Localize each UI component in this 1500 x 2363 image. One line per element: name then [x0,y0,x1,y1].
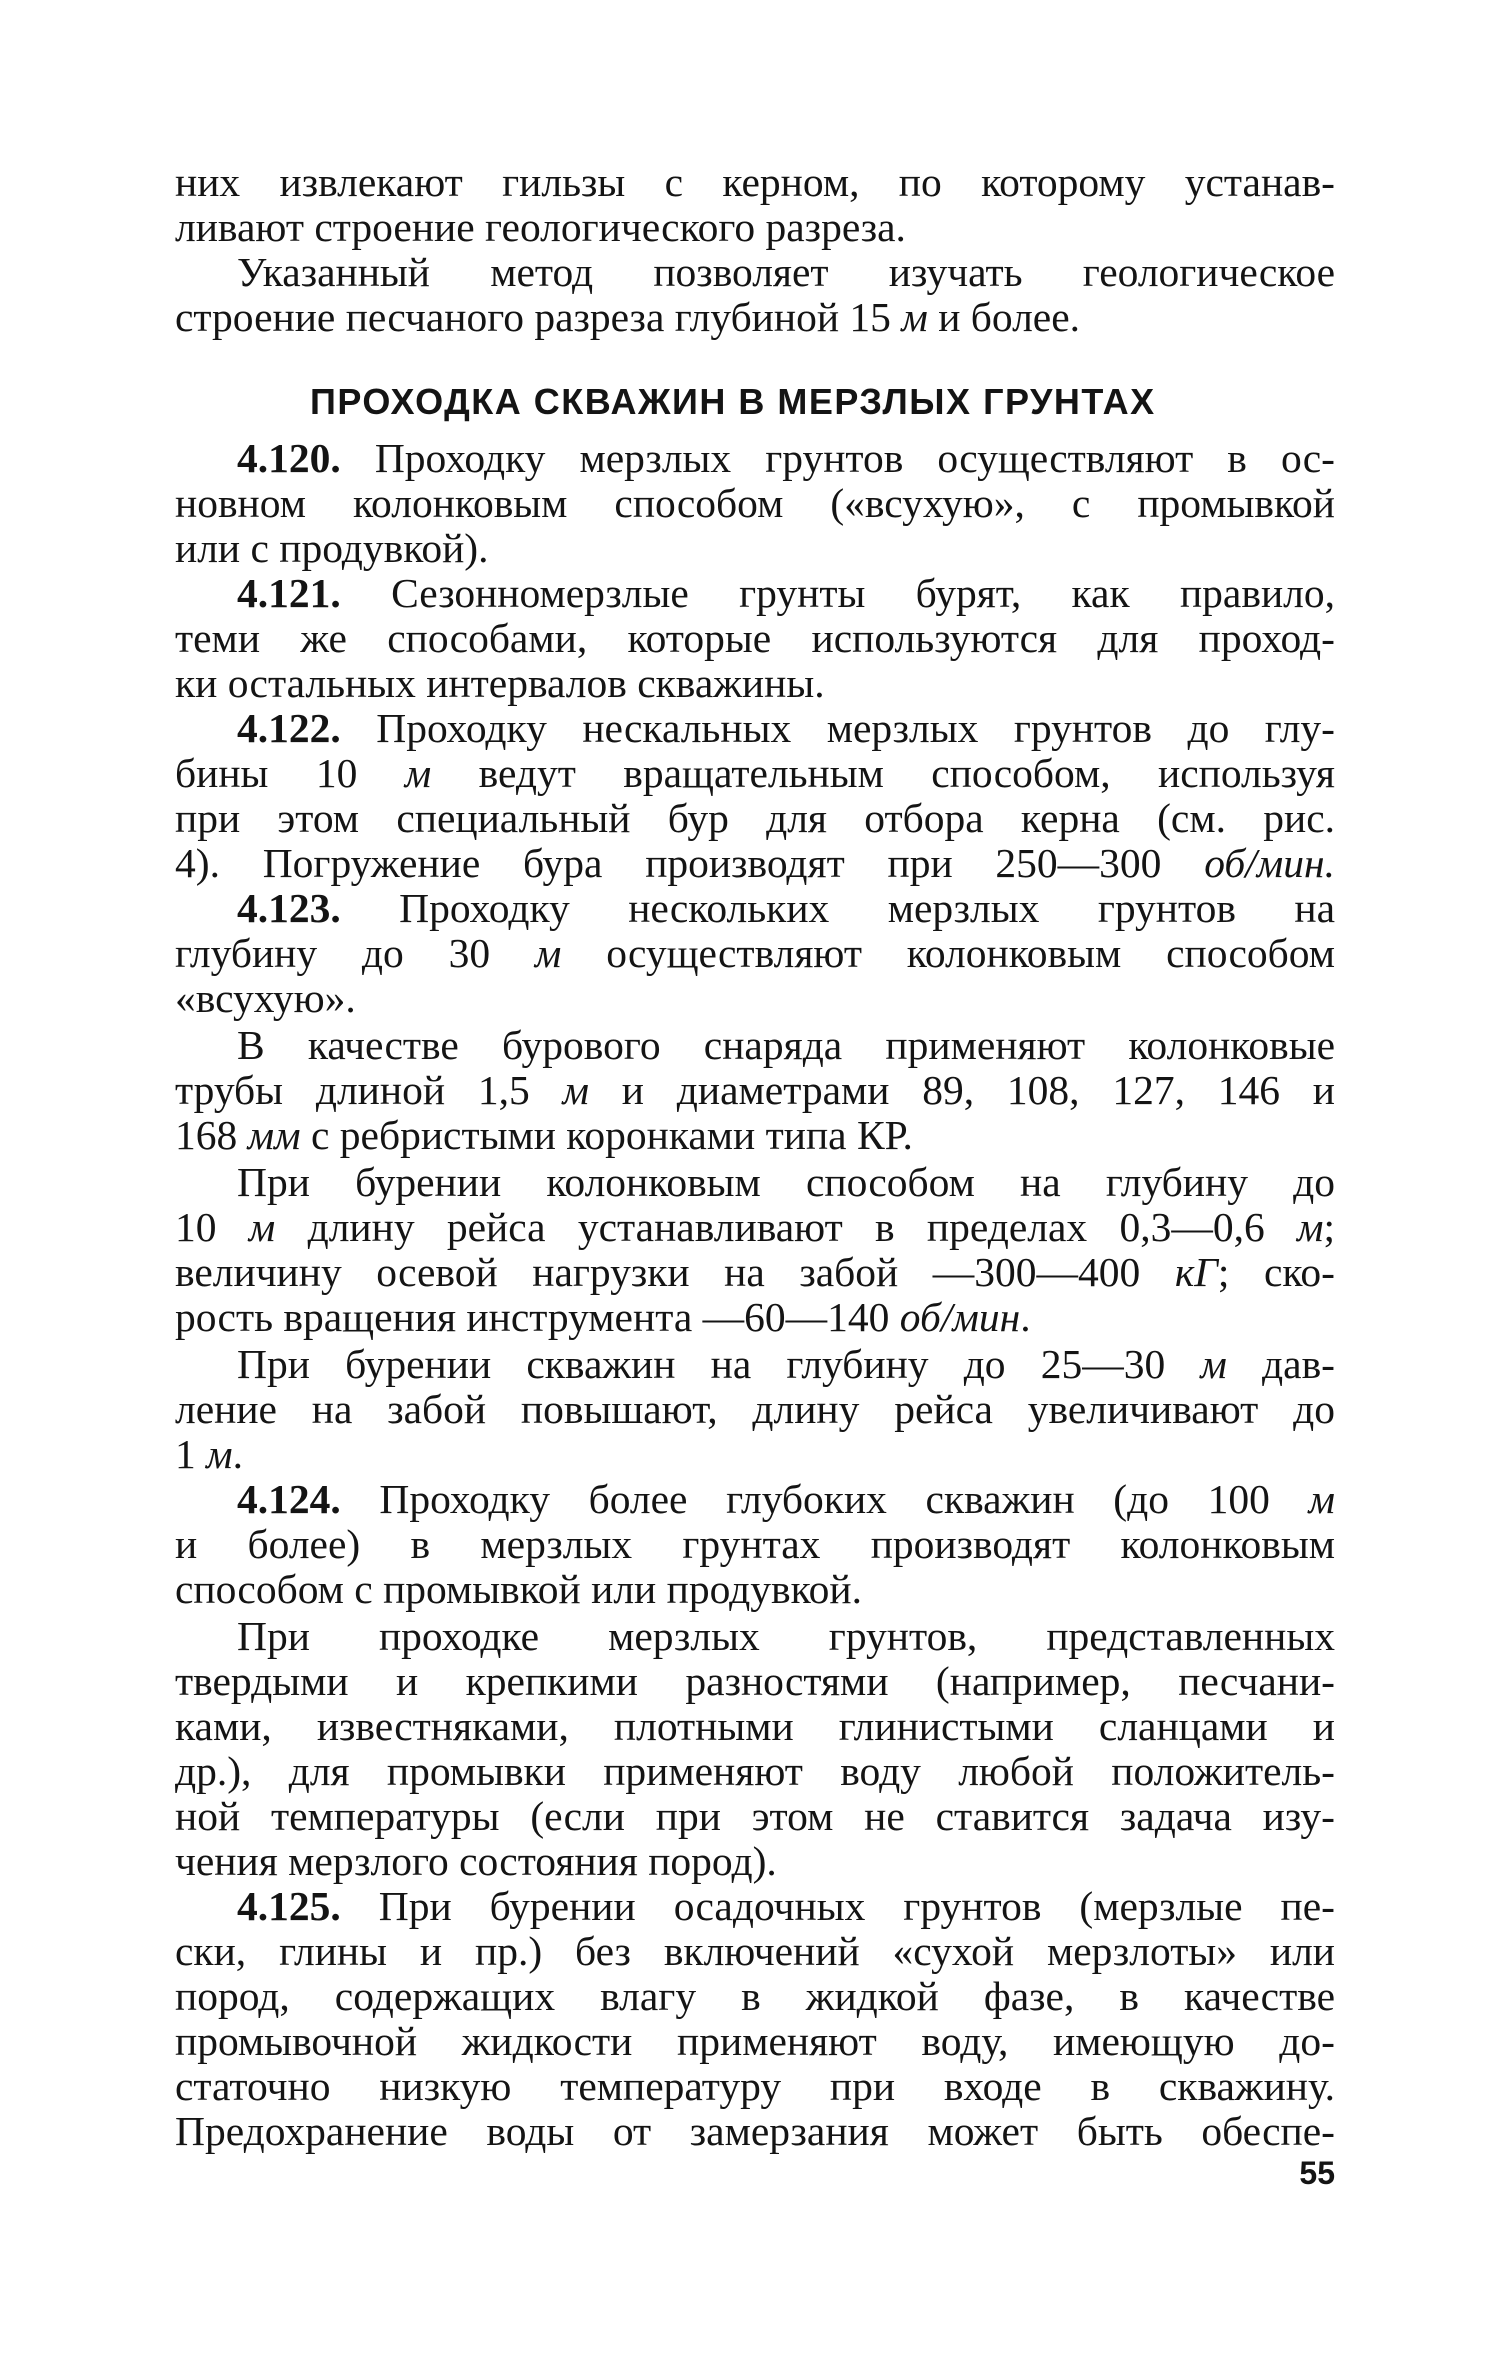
clause-number: 4.125. [237,1883,341,1929]
text-line: 4.125. При бурении осадочных грунтов (мерзлые пе- [237,1883,1335,1929]
text-line: Указанный метод позволяет изучать геологическое [237,249,1335,295]
paragraph-4-125 [175,1884,1335,2154]
text-line: или с продувкой). [175,525,489,571]
section-title: ПРОХОДКА СКВАЖИН В МЕРЗЛЫХ ГРУНТАХ [310,381,1156,422]
text-line: 4.120. Проходку мерзлых грунтов осуществляют в ос- [237,435,1335,481]
text-line: и более) в мерзлых грунтах производят колонковым [175,1521,1335,1567]
text-line: В качестве бурового снаряда применяют колонковые [237,1022,1335,1068]
text-line: твердыми и крепкими разностями (например, песчани- [175,1658,1335,1704]
text-line: 4.124. Проходку более глубоких скважин (до 100 м [237,1476,1335,1522]
paragraph-core-drilling [175,1160,1335,1340]
paragraph-drill-pipes [175,1023,1335,1158]
text-line: статочно низкую температуру при входе в скважину. [175,2063,1335,2109]
page-number: 55 [1299,2155,1335,2191]
text-line: теми же способами, которые используются для проход- [175,615,1335,661]
paragraph-4-123 [175,886,1335,1021]
clause-number: 4.124. [237,1476,341,1522]
text-line: 168 мм с ребристыми коронками типа КР. [175,1112,913,1158]
paragraph-4-121 [175,571,1335,706]
text-line: При проходке мерзлых грунтов, представленных [237,1613,1335,1659]
text-line: ной температуры (если при этом не ставится задача изу- [175,1793,1335,1839]
text-line: При бурении колонковым способом на глубину до [237,1159,1335,1205]
paragraph-deep-drilling [175,1342,1335,1477]
text-line: строение песчаного разреза глубиной 15 м и более. [175,294,1081,340]
paragraph-4-122 [175,706,1335,886]
text-line: бины 10 м ведут вращательным способом, используя [175,750,1335,796]
text-line: ки остальных интервалов скважины. [175,660,825,706]
page-body [175,160,1335,2154]
paragraph-4-120 [175,436,1335,571]
text-line: др.), для промывки применяют воду любой положитель- [175,1748,1335,1794]
clause-number: 4.122. [237,705,341,751]
text-line: глубину до 30 м осуществляют колонковым способом [175,930,1335,976]
text-line: Предохранение воды от замерзания может быть обеспе- [175,2108,1335,2154]
text-line: ливают строение геологического разреза. [175,204,906,250]
paragraph-intro-1 [175,160,1335,250]
text-line: при этом специальный бур для отбора керна (см. рис. [175,795,1335,841]
text-line: них извлекают гильзы с керном, по которому устанав- [175,159,1335,205]
clause-number: 4.120. [237,435,341,481]
text-line: трубы длиной 1,5 м и диаметрами 89, 108, 127, 146 и [175,1067,1335,1113]
text-line: способом с промывкой или продувкой. [175,1566,862,1612]
text-line: чения мерзлого состояния пород). [175,1838,777,1884]
clause-number: 4.121. [237,570,341,616]
text-line: новном колонковым способом («всухую», с промывкой [175,480,1335,526]
text-line: ками, известняками, плотными глинистыми сланцами и [175,1703,1335,1749]
text-line: 4). Погружение бура производят при 250—300 об/мин. [175,840,1335,886]
text-line: 4.122. Проходку нескальных мерзлых грунтов до глу- [237,705,1335,751]
text-line: 4.121. Сезонномерзлые грунты бурят, как правило, [237,570,1335,616]
paragraph-intro-2 [175,250,1335,340]
text-line: ски, глины и пр.) без включений «сухой мерзлоты» или [175,1928,1335,1974]
text-line: «всухую». [175,975,356,1021]
text-line: рость вращения инструмента —60—140 об/мин. [175,1294,1031,1340]
text-line: 10 м длину рейса устанавливают в пределах 0,3—0,6 м; [175,1204,1336,1250]
text-line: При бурении скважин на глубину до 25—30 м дав- [237,1341,1335,1387]
paragraph-hard-rock [175,1614,1335,1884]
text-line: промывочной жидкости применяют воду, имеющую до- [175,2018,1335,2064]
text-line: 1 м. [175,1431,243,1477]
clause-number: 4.123. [237,885,341,931]
text-line: 4.123. Проходку нескольких мерзлых грунтов на [237,885,1335,931]
text-line: величину осевой нагрузки на забой —300—400 кГ; ско- [175,1249,1336,1295]
text-line: ление на забой повышают, длину рейса увеличивают до [175,1386,1335,1432]
text-line: пород, содержащих влагу в жидкой фазе, в качестве [175,1973,1335,2019]
paragraph-4-124 [175,1477,1335,1612]
